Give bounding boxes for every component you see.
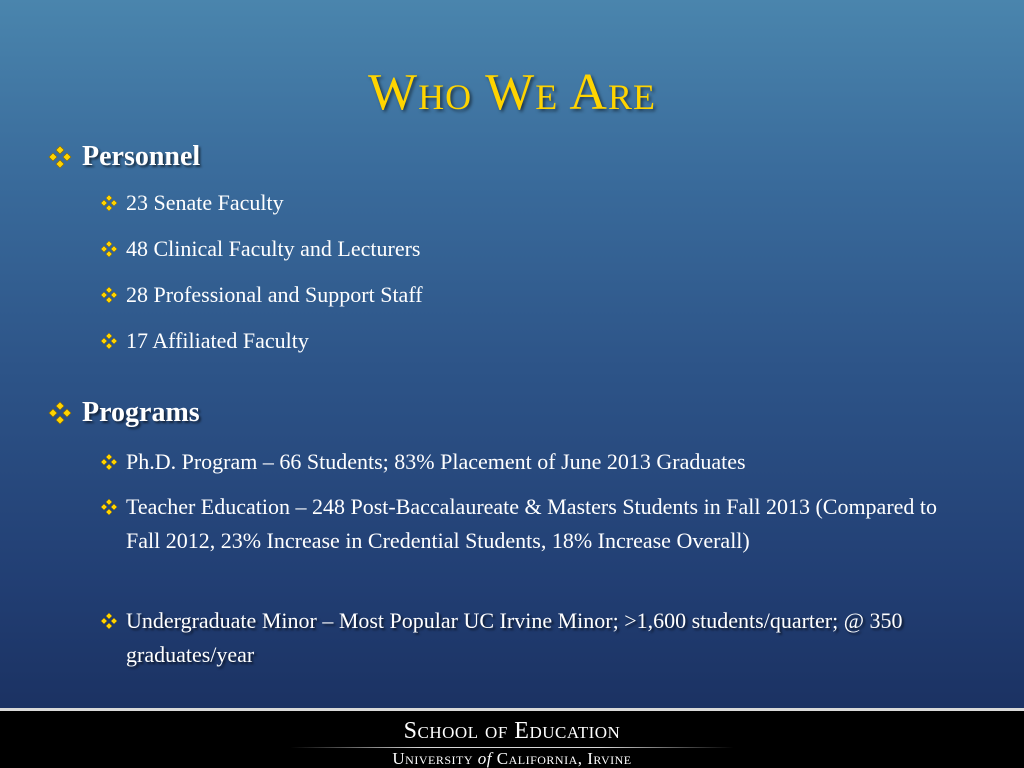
diamond-bullet-icon xyxy=(48,145,72,169)
list-item-text: 48 Clinical Faculty and Lecturers xyxy=(126,236,421,261)
diamond-bullet-icon xyxy=(100,453,118,471)
list-item-text: 23 Senate Faculty xyxy=(126,190,284,215)
list-item xyxy=(100,490,976,558)
section-heading-programs: Programs xyxy=(82,397,200,428)
list-item-text: Teacher Education – 248 Post-Baccalaureate & Masters Students in Fall 2013 (Compared to Fall 2012, 23% Increase in Credential Students, 18% Increase Overall) xyxy=(126,494,938,553)
list-item xyxy=(100,604,976,672)
list-item-text: 17 Affiliated Faculty xyxy=(126,328,309,353)
diamond-bullet-icon xyxy=(100,332,118,350)
slide-title: Who We Are xyxy=(368,64,656,121)
list-item-text: Undergraduate Minor – Most Popular UC Irvine Minor; >1,600 students/quarter; @ 350 graduates/year xyxy=(126,608,903,667)
list-item xyxy=(100,232,976,266)
list-item-text: Ph.D. Program – 66 Students; 83% Placement of June 2013 Graduates xyxy=(126,449,746,474)
section-personnel xyxy=(48,140,200,174)
footer-school-name: School of Education xyxy=(403,718,621,744)
list-item xyxy=(100,445,976,479)
section-heading-personnel: Personnel xyxy=(82,141,201,172)
diamond-bullet-icon xyxy=(48,401,72,425)
list-item xyxy=(100,278,976,312)
footer-banner xyxy=(0,708,1024,768)
diamond-bullet-icon xyxy=(100,498,118,516)
footer-university-post: California, Irvine xyxy=(496,749,632,768)
footer-university-pre: University xyxy=(392,749,473,768)
footer-divider xyxy=(290,747,734,748)
list-item-text: 28 Professional and Support Staff xyxy=(126,282,423,307)
list-item xyxy=(100,324,976,358)
diamond-bullet-icon xyxy=(100,240,118,258)
list-item xyxy=(100,186,976,220)
footer-university-name xyxy=(0,749,1024,768)
footer-university-of: of xyxy=(477,749,492,768)
diamond-bullet-icon xyxy=(100,286,118,304)
section-programs xyxy=(48,396,200,430)
diamond-bullet-icon xyxy=(100,194,118,212)
diamond-bullet-icon xyxy=(100,612,118,630)
